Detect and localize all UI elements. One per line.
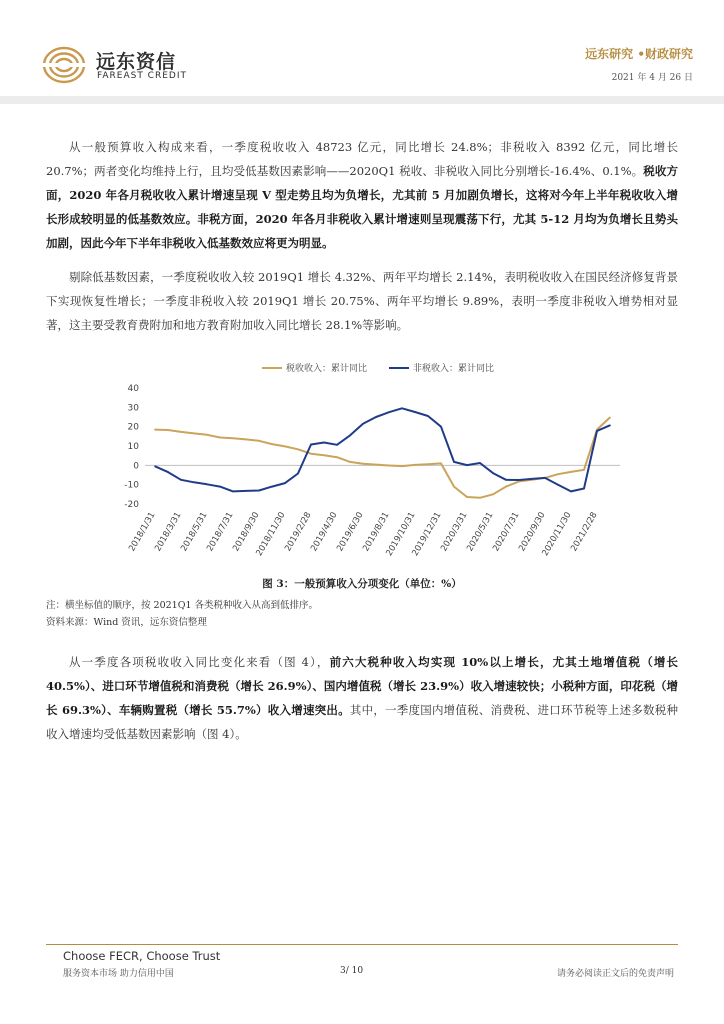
data-point-nontax [180,479,182,481]
data-point-tax [557,473,559,475]
series-line-tax [155,417,610,497]
chart-legend [262,361,494,374]
data-point-tax [479,497,481,499]
data-point-tax [258,440,260,442]
data-point-nontax [323,442,325,444]
data-point-tax [609,417,611,419]
data-point-nontax [271,486,273,488]
para3-text-2: 其中，一季度国内增值税、消费税、进口环节税等上述多数税种收入增速均受低基数因素影响（图 4）。 [46,703,678,741]
data-point-nontax [362,423,364,425]
x-tick-label: 2019/2/28 [283,510,314,554]
data-point-nontax [518,479,520,481]
data-point-nontax [570,491,572,493]
data-point-tax [349,461,351,463]
data-point-nontax [167,471,169,473]
data-point-nontax [414,411,416,413]
logo-name-en: FAREAST CREDIT [97,71,187,81]
x-tick-label: 2018/3/31 [153,510,184,554]
data-point-nontax [310,444,312,446]
data-point-nontax [336,444,338,446]
data-point-tax [297,448,299,450]
x-tick-label: 2019/4/30 [309,510,340,554]
para3-bold: 前六大税种收入均实现 10%以上增长，尤其土地增值税（增长 40.5%）、进口环节增值税和消费税（增长 26.9%）、国内增值税（增长 23.9%）收入增速较快；小税种方面，印花税（增长 69.3%）、车辆购置税（增长 55.7%）收入增速突出。 [46,655,678,717]
data-point-nontax [479,462,481,464]
data-point-nontax [466,464,468,466]
x-tick-label: 2018/9/30 [231,510,262,554]
y-tick-label: 20 [127,422,139,433]
data-point-nontax [206,483,208,485]
data-point-nontax [349,435,351,437]
legend-swatch-nontax [389,367,409,369]
data-point-nontax [596,430,598,432]
data-point-nontax [219,486,221,488]
y-tick-label: -20 [124,500,139,510]
footer-subslogan: 服务资本市场 助力信用中国 [63,969,174,979]
x-tick-label: 2020/7/31 [491,510,522,554]
data-point-tax [570,471,572,473]
data-point-nontax [297,473,299,475]
data-point-tax [193,433,195,435]
data-point-tax [154,429,156,431]
data-point-tax [284,446,286,448]
x-tick-label: 2018/11/30 [254,510,288,558]
data-point-tax [206,434,208,436]
x-tick-label: 2019/8/31 [361,510,392,554]
data-point-tax [440,463,442,465]
paragraph-revenue-structure [46,135,678,255]
data-point-nontax [401,408,403,410]
x-tick-label: 2020/3/31 [439,510,470,554]
data-point-nontax [544,477,546,479]
data-point-nontax [492,472,494,474]
x-tick-label: 2019/10/31 [384,510,418,558]
paragraph-base-effect [46,265,678,337]
report-date: 2021 年 4 月 26 日 [611,73,693,83]
data-point-nontax [427,415,429,417]
series-line-nontax [155,408,610,491]
footer-disclaimer: 请务必阅读正文后的免责声明 [556,969,674,979]
fareast-logo-icon [43,46,85,84]
data-point-nontax [609,425,611,427]
y-tick-label: 10 [127,442,139,452]
data-point-nontax [505,479,507,481]
data-point-tax [271,443,273,445]
legend-label-tax: 税收收入：累计同比 [286,364,368,374]
data-point-nontax [440,426,442,428]
paragraph-tax-items [46,650,678,746]
data-point-nontax [193,482,195,484]
figure-caption: 图 3：一般预算收入分项变化（单位：%） [262,578,462,590]
x-tick-label: 2018/7/31 [205,510,236,554]
page-number: 3/ 10 [340,966,364,976]
footer-slogan: Choose FECR, Choose Trust [63,949,221,963]
data-point-tax [310,453,312,455]
y-tick-label: 30 [127,403,139,414]
para1-text: 从一般预算收入构成来看，一季度税收收入 48723 亿元，同比增长 24.8%；非税收入 8392 亿元，同比增长 20.7%；两者变化均维持上行，且均受低基数因素影响——2020Q1 税收、非税收入同比分别增长-16.4%、0.1%。 [46,140,678,178]
figure-source: 资料来源：Wind 资讯，远东资信整理 [46,617,207,628]
logo-name-cn: 远东资信 [96,51,177,73]
x-tick-label: 2018/1/31 [127,510,158,554]
y-tick-label: -10 [124,480,139,491]
para3-text-1: 从一季度各项税收收入同比变化来看（图 4）， [69,655,330,669]
y-tick-label: 0 [133,461,139,472]
x-tick-label: 2018/5/31 [179,510,210,554]
data-point-tax [492,494,494,496]
x-tick-label: 2020/11/30 [540,510,574,558]
data-point-tax [232,437,234,439]
data-point-nontax [284,482,286,484]
data-point-tax [427,463,429,465]
data-point-nontax [232,491,234,493]
data-point-nontax [531,478,533,480]
data-point-nontax [245,490,247,492]
y-tick-label: 40 [127,384,139,394]
data-point-tax [180,431,182,433]
data-point-tax [336,456,338,458]
data-point-tax [219,437,221,439]
data-point-tax [375,464,377,466]
data-point-tax [414,464,416,466]
data-point-nontax [375,416,377,418]
x-tick-label: 2019/12/31 [410,510,444,558]
data-point-nontax [258,490,260,492]
para2-text: 剔除低基数因素，一季度税收收入较 2019Q1 增长 4.32%、两年平均增长 2.14%，表明税收收入在国民经济修复背景下实现恢复性增长；一季度非税收入较 2019Q1 增长 20.75%、两年平均增长 9.89%，表明一季度非税收入增势相对显著，这主要受教育费附加和地方教育附加收入同比增长 28.1%等影响。 [46,270,678,332]
data-point-nontax [583,488,585,490]
data-point-nontax [453,461,455,463]
data-point-tax [453,486,455,488]
data-point-tax [466,496,468,498]
data-point-tax [167,429,169,431]
data-point-tax [245,439,247,441]
x-tick-label: 2020/9/30 [517,510,548,554]
x-tick-label: 2021/2/28 [569,510,600,554]
x-tick-label: 2020/5/31 [465,510,496,554]
data-point-nontax [154,466,156,468]
data-point-nontax [557,484,559,486]
data-point-tax [388,465,390,467]
data-point-tax [362,463,364,465]
section-title: 远东研究 •财政研究 [585,47,693,61]
legend-label-nontax: 非税收入：累计同比 [413,364,495,374]
figure-note: 注：横坐标值的顺序，按 2021Q1 各类税种收入从高到低排序。 [46,600,319,611]
data-point-tax [583,469,585,471]
data-point-tax [401,465,403,467]
x-tick-label: 2019/6/30 [335,510,366,554]
revenue-line-chart [110,380,630,560]
data-point-nontax [388,411,390,413]
para1-bold: 税收方面，2020 年各月税收收入累计增速呈现 V 型走势且均为负增长，尤其前 5 月加剧负增长，这将对今年上半年税收收入增长形成较明显的低基数效应。非税方面，2020 年各月非税收入累计增速则呈现震荡下行，尤其 5-12 月均为负增长且势头加剧，因此今年下半年非税收入低基数效应将更为明显。 [46,164,678,250]
legend-swatch-tax [262,367,282,369]
data-point-tax [323,454,325,456]
footer-divider [46,944,678,945]
header-band [0,96,724,104]
data-point-tax [505,486,507,488]
